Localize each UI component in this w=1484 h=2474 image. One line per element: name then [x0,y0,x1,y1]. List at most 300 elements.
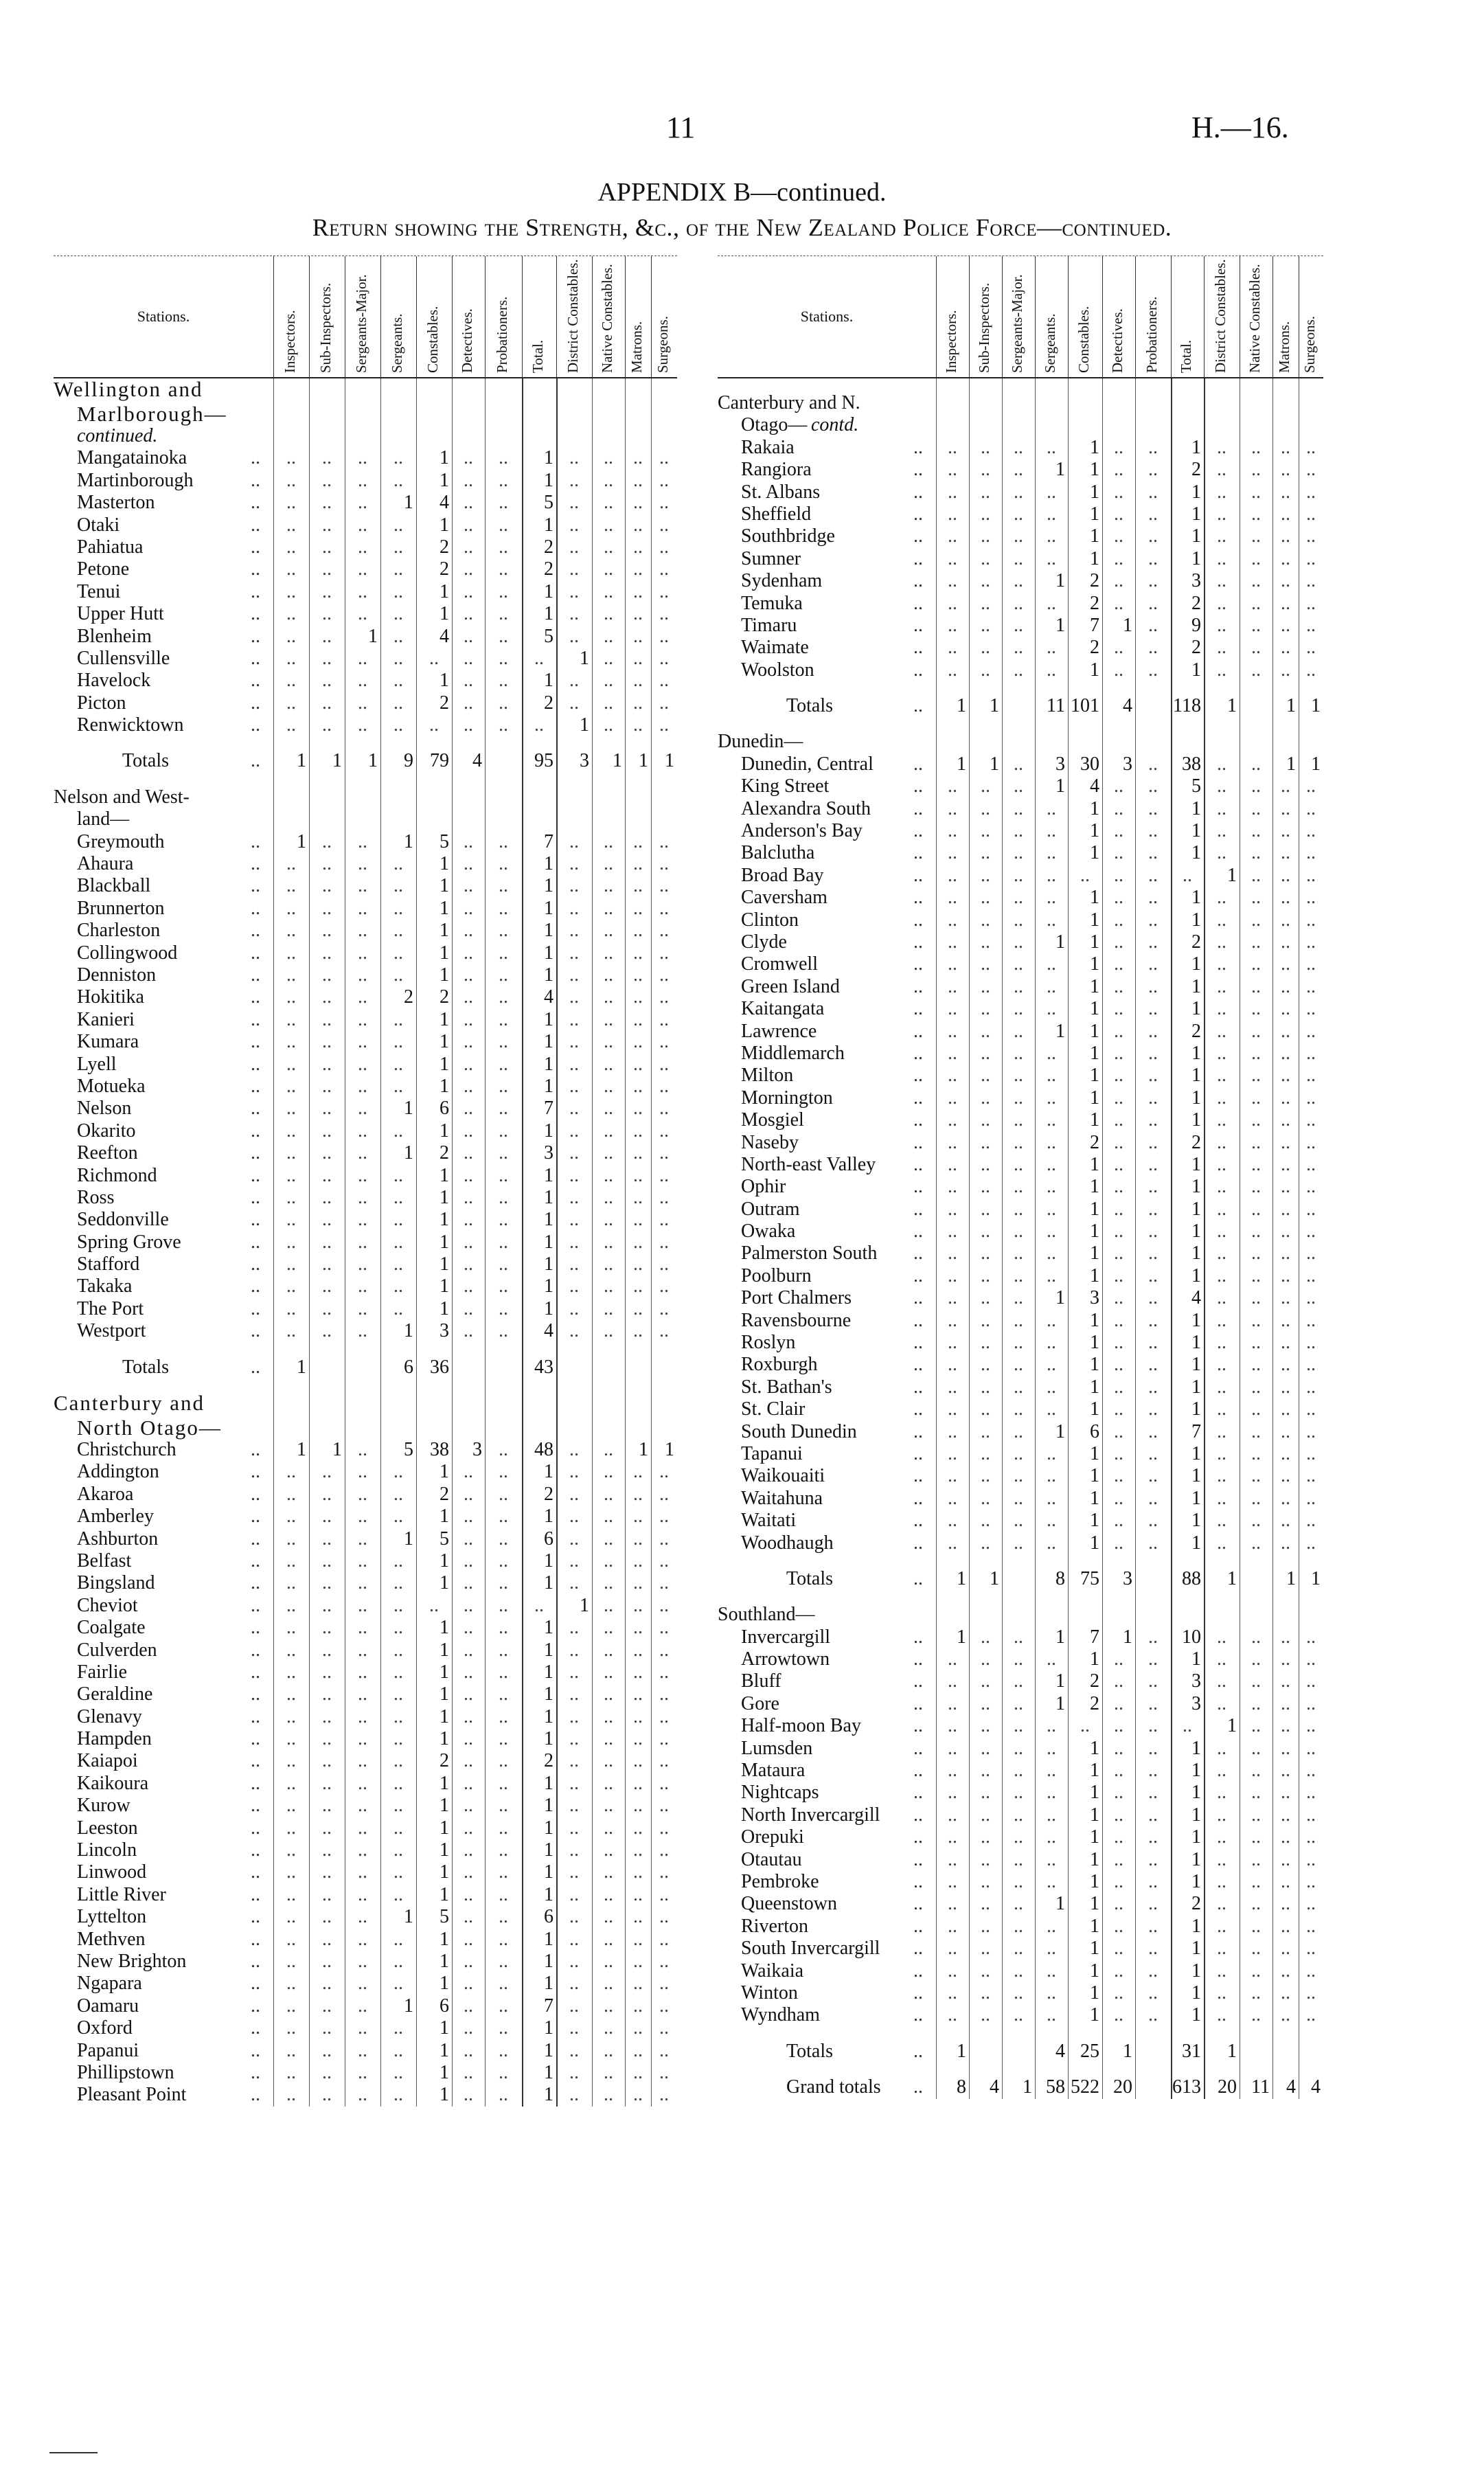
station-name: Cheviot [77,1594,138,1616]
table-cell: .. [569,1928,579,1950]
table-cell: .. [1217,842,1226,864]
table-cell: .. [464,714,473,736]
column-header-label: Total. [1177,339,1194,373]
table-cell: .. [499,692,508,714]
table-cell: 1 [1055,614,1065,636]
table-cell: .. [358,647,367,669]
table-cell: .. [1306,1715,1316,1737]
table-cell: .. [1014,525,1023,547]
table-cell: .. [1114,909,1123,931]
table-row [54,1995,677,2017]
table-cell: .. [1251,953,1261,975]
table-cell: 5 [440,1528,449,1550]
table-cell: .. [464,1861,473,1883]
table-cell: 1 [1191,1042,1201,1064]
table-cell: .. [948,797,957,819]
table-row [718,775,1323,797]
table-cell: .. [981,953,990,975]
table-cell: .. [322,1883,332,1905]
table-cell: .. [1306,1309,1316,1331]
leader-dots: .. [913,695,923,717]
table-cell: .. [1148,525,1158,547]
table-cell: .. [1251,931,1261,953]
column-header [1002,256,1035,377]
table-cell: .. [358,1186,367,1208]
table-cell: .. [358,875,367,897]
column-header [1171,256,1204,377]
table-cell: .. [286,1928,296,1950]
station-name: Orepuki [741,1826,804,1848]
spacer-row [718,1590,1323,1604]
table-cell: .. [358,830,367,852]
table-cell: .. [1148,1960,1158,1982]
table-cell: .. [1047,1648,1056,1670]
table-cell: .. [604,1008,613,1030]
table-cell: .. [1014,975,1023,997]
table-cell: 1 [440,1928,449,1950]
table-row [718,1982,1323,2004]
table-cell: .. [464,1528,473,1550]
table-cell: .. [1306,1153,1316,1175]
table-cell: .. [1014,775,1023,797]
region-heading: Nelson and West- [54,786,190,808]
table-cell: 1 [957,695,966,717]
table-cell: .. [981,547,990,569]
leader-dots: .. [913,1465,923,1487]
table-cell: 1 [544,1209,553,1231]
table-cell: 1 [1311,695,1321,717]
table-cell: .. [1217,1065,1226,1087]
table-cell: 1 [544,469,553,491]
station-name: Tenui [77,580,121,602]
table-cell: .. [358,1683,367,1705]
station-name: Ophir [741,1176,786,1198]
table-row [54,964,677,986]
table-cell: .. [322,1231,332,1253]
table-cell: .. [358,1231,367,1253]
table-cell: .. [948,1309,957,1331]
table-cell: .. [604,1550,613,1571]
table-cell: .. [1114,459,1123,481]
table-cell: .. [948,1087,957,1109]
table-cell: .. [286,536,296,558]
table-row [718,1109,1323,1131]
table-row [54,470,677,492]
table-cell: .. [981,1221,990,1242]
table-cell: .. [499,558,508,580]
station-name: Ngapara [77,1973,142,1995]
table-cell: .. [1281,1065,1290,1087]
table-cell: 7 [544,830,553,852]
table-row [54,1661,677,1683]
table-cell: .. [1114,436,1123,458]
region-heading-row [718,731,1323,753]
column-rule [416,378,417,2107]
leader-dots: .. [251,536,260,558]
table-cell: .. [1114,592,1123,614]
station-name: Papanui [77,2039,139,2061]
table-cell: 3 [1191,1692,1201,1714]
table-cell: .. [569,986,579,1008]
table-cell: .. [1014,1915,1023,1937]
table-cell: .. [981,1715,990,1737]
table-cell: .. [604,1031,613,1053]
table-cell: .. [981,1510,990,1532]
table-cell: .. [633,897,643,919]
table-cell: 1 [544,1705,553,1727]
table-cell: 1 [613,750,622,772]
table-row [54,1951,677,1973]
table-cell: .. [464,1186,473,1208]
leader-dots: .. [913,797,923,819]
table-cell: .. [659,875,669,897]
table-cell: .. [1047,1309,1056,1331]
table-cell: 1 [544,514,553,536]
column-header-label: Sergeants-Major. [1008,274,1025,373]
table-header [54,256,677,378]
station-name: Sheffield [741,503,812,525]
table-cell: .. [604,1209,613,1231]
table-cell: .. [1306,1782,1316,1804]
table-cell: .. [1251,1287,1261,1309]
table-cell: .. [981,1982,990,2004]
table-cell: .. [499,514,508,536]
table-cell: 1 [1090,1020,1099,1042]
table-cell: .. [1217,525,1226,547]
station-name: Waitati [741,1510,797,1532]
leader-dots: .. [913,1242,923,1264]
table-cell: .. [569,1728,579,1750]
station-name: Bingsland [77,1572,155,1594]
table-cell: .. [1014,1670,1023,1692]
table-cell: .. [948,1398,957,1420]
table-cell: 1 [440,1164,449,1186]
leader-dots: .. [913,1626,923,1648]
table-cell: .. [604,714,613,736]
table-cell: .. [948,1287,957,1309]
station-name: Nelson [77,1098,132,1120]
table-cell: .. [569,1951,579,1972]
table-cell: .. [1114,1042,1123,1064]
table-cell: 4 [1286,2076,1296,2098]
table-cell: .. [322,964,332,986]
table-row [54,875,677,897]
table-cell: .. [286,1772,296,1794]
continued-note: contd. [811,414,859,436]
station-name: Collingwood [77,942,178,964]
table-cell: .. [358,1639,367,1661]
table-cell: .. [286,1209,296,1231]
table-cell: .. [981,659,990,681]
table-cell: .. [393,1275,403,1297]
table-cell: .. [659,1883,669,1905]
table-cell: .. [322,536,332,558]
table-cell: .. [322,625,332,647]
table-cell: .. [1306,1287,1316,1309]
table-cell: .. [948,1826,957,1848]
table-cell: .. [569,2084,579,2106]
leader-dots: .. [251,1750,260,1772]
table-cell: .. [948,1020,957,1042]
table-cell: .. [1217,1221,1226,1242]
table-cell: .. [633,1817,643,1839]
table-cell: .. [1148,1737,1158,1759]
table-cell: .. [358,853,367,875]
table-cell: .. [358,580,367,602]
table-cell: .. [1114,2004,1123,2026]
table-cell: .. [322,1075,332,1097]
table-cell: .. [659,986,669,1008]
table-cell: .. [604,1461,613,1483]
table-cell: .. [659,2017,669,2039]
table-cell: .. [286,897,296,919]
region-heading: Dunedin— [718,731,803,753]
table-cell: .. [358,1142,367,1164]
station-name: Phillipstown [77,2061,174,2083]
table-cell: .. [659,1008,669,1030]
table-cell: .. [1183,1715,1192,1737]
table-cell: .. [499,986,508,1008]
table-row [54,1884,677,1906]
table-cell: 1 [544,1164,553,1186]
table-cell: 1 [1090,1848,1099,1870]
table-row [54,986,677,1008]
table-cell: .. [659,2061,669,2083]
table-cell: .. [322,1839,332,1861]
table-cell: .. [1281,1692,1290,1714]
leader-dots: .. [913,1532,923,1554]
table-cell: .. [286,1142,296,1164]
table-cell: .. [1306,1648,1316,1670]
table-cell: .. [659,1639,669,1661]
table-row [54,1550,677,1572]
table-cell: .. [633,1142,643,1164]
table-cell: .. [1281,1648,1290,1670]
table-cell: 1 [1090,1915,1099,1937]
table-cell: .. [1047,592,1056,614]
table-cell: .. [948,1198,957,1220]
column-header-label: Constables. [424,306,441,373]
region-heading-row [54,786,677,808]
table-cell: .. [1217,1309,1226,1331]
table-cell: 2 [544,1483,553,1505]
table-cell: .. [1306,1221,1316,1242]
table-cell: .. [1014,637,1023,659]
column-header-label: Surgeons. [1301,315,1318,373]
table-cell: .. [1047,842,1056,864]
table-cell: .. [358,469,367,491]
station-name: Invercargill [741,1626,831,1648]
station-name: Cromwell [741,953,818,975]
station-name: Queenstown [741,1893,837,1915]
table-row [718,1782,1323,1804]
table-cell: .. [1281,775,1290,797]
table-cell: .. [1114,547,1123,569]
table-cell: .. [633,558,643,580]
table-cell: 4 [472,750,482,772]
table-cell: 1 [1055,570,1065,592]
table-cell: 38 [430,1439,449,1461]
leader-dots: .. [913,2040,923,2062]
table-cell: .. [1148,1376,1158,1398]
table-cell: .. [1047,998,1056,1020]
table-cell: .. [499,1683,508,1705]
table-cell: .. [358,1661,367,1683]
table-cell: 1 [544,1186,553,1208]
table-cell: .. [1306,1893,1316,1915]
table-cell: .. [393,1164,403,1186]
table-cell: .. [604,514,613,536]
table-cell: 1 [440,1075,449,1097]
table-cell: .. [1148,1826,1158,1848]
table-cell: .. [286,1594,296,1616]
table-cell: .. [1014,1087,1023,1109]
table-cell: .. [1114,1465,1123,1487]
table-cell: .. [1306,2004,1316,2026]
table-cell: .. [358,1906,367,1928]
station-name: Balclutha [741,842,815,864]
table-cell: .. [569,853,579,875]
table-cell: .. [1251,998,1261,1020]
table-cell: .. [948,592,957,614]
table-cell: .. [633,1617,643,1639]
leader-dots: .. [251,2039,260,2061]
table-cell: .. [1281,1042,1290,1064]
table-cell: .. [1306,1737,1316,1759]
table-cell: .. [322,714,332,736]
table-cell: .. [1047,820,1056,842]
table-cell: .. [1281,953,1290,975]
table-cell: .. [1251,797,1261,819]
leader-dots: .. [913,1309,923,1331]
table-cell: .. [286,692,296,714]
table-cell: .. [1014,1760,1023,1782]
table-cell: .. [499,1008,508,1030]
table-cell: 4 [1311,2076,1321,2098]
table-cell: 1 [544,1008,553,1030]
station-name: Ashburton [77,1528,159,1550]
table-cell: .. [948,1893,957,1915]
table-cell: .. [1217,1376,1226,1398]
table-cell: .. [464,1209,473,1231]
table-row [718,1221,1323,1242]
table-cell: .. [633,1120,643,1142]
table-row [54,536,677,558]
table-cell: .. [393,1031,403,1053]
column-rule [1102,378,1103,2099]
table-cell: .. [393,1883,403,1905]
table-cell: 1 [440,1772,449,1794]
table-cell: .. [1014,820,1023,842]
table-cell: .. [604,2039,613,2061]
table-cell: 1 [1191,1648,1201,1670]
table-cell: .. [1114,1198,1123,1220]
table-cell: .. [659,1928,669,1950]
table-cell: 1 [544,670,553,692]
table-cell: .. [1217,1420,1226,1442]
table-cell: 2 [1090,1692,1099,1714]
table-cell: 1 [1090,953,1099,975]
table-cell: .. [393,1728,403,1750]
table-row [718,1021,1323,1043]
table-cell: .. [464,1253,473,1275]
station-name: St. Albans [741,481,821,503]
table-cell: .. [322,875,332,897]
table-row [54,1054,677,1076]
table-cell: .. [1014,1782,1023,1804]
totals-label: Totals [122,750,170,772]
table-cell: 1 [440,1297,449,1319]
table-cell: .. [499,1253,508,1275]
table-cell: .. [358,1883,367,1905]
table-cell: 9 [404,750,413,772]
table-cell: .. [358,1861,367,1883]
station-name: The Port [77,1297,144,1319]
table-cell: .. [981,1109,990,1131]
table-cell: 1 [1055,931,1065,953]
table-cell: .. [464,1772,473,1794]
table-cell: .. [1148,1242,1158,1264]
spacer-row [718,378,1323,392]
station-name: Oxford [77,2017,133,2039]
table-cell: .. [1047,1804,1056,1826]
table-cell: .. [429,647,439,669]
station-name: Tapanui [741,1442,803,1464]
column-header [1240,256,1272,377]
station-name: Addington [77,1461,159,1483]
table-cell: .. [569,1639,579,1661]
table-cell: .. [1251,1782,1261,1804]
station-name: North Invercargill [741,1804,880,1826]
table-cell: .. [499,2039,508,2061]
table-cell: 1 [1311,1567,1321,1589]
station-name: Caversham [741,887,827,909]
table-cell: .. [322,920,332,942]
table-cell: .. [1014,614,1023,636]
table-cell: .. [1217,797,1226,819]
table-cell: 1 [1090,1332,1099,1354]
leader-dots: .. [913,592,923,614]
table-cell: .. [659,1572,669,1594]
table-cell: .. [286,853,296,875]
spacer-row [54,736,677,750]
table-cell: .. [1148,1109,1158,1131]
table-cell: .. [633,447,643,469]
station-name: Picton [77,692,126,714]
table-cell: .. [464,986,473,1008]
table-cell: .. [569,920,579,942]
table-cell: .. [286,1031,296,1053]
table-cell: .. [948,1332,957,1354]
leader-dots: .. [251,1075,260,1097]
table-cell: .. [464,1928,473,1950]
table-cell: .. [569,1297,579,1319]
table-cell: .. [393,469,403,491]
table-cell: .. [948,547,957,569]
table-cell: .. [569,1209,579,1231]
table-cell: .. [1047,1532,1056,1554]
table-cell: .. [1114,887,1123,909]
station-name: Motueka [77,1075,146,1097]
table-row [54,2040,677,2062]
table-cell: .. [1306,1692,1316,1714]
table-cell: .. [948,503,957,525]
table-cell: .. [569,1795,579,1817]
table-cell: .. [1306,1487,1316,1509]
table-row [718,1043,1323,1065]
table-cell: .. [286,492,296,514]
station-name: Seddonville [77,1209,169,1231]
